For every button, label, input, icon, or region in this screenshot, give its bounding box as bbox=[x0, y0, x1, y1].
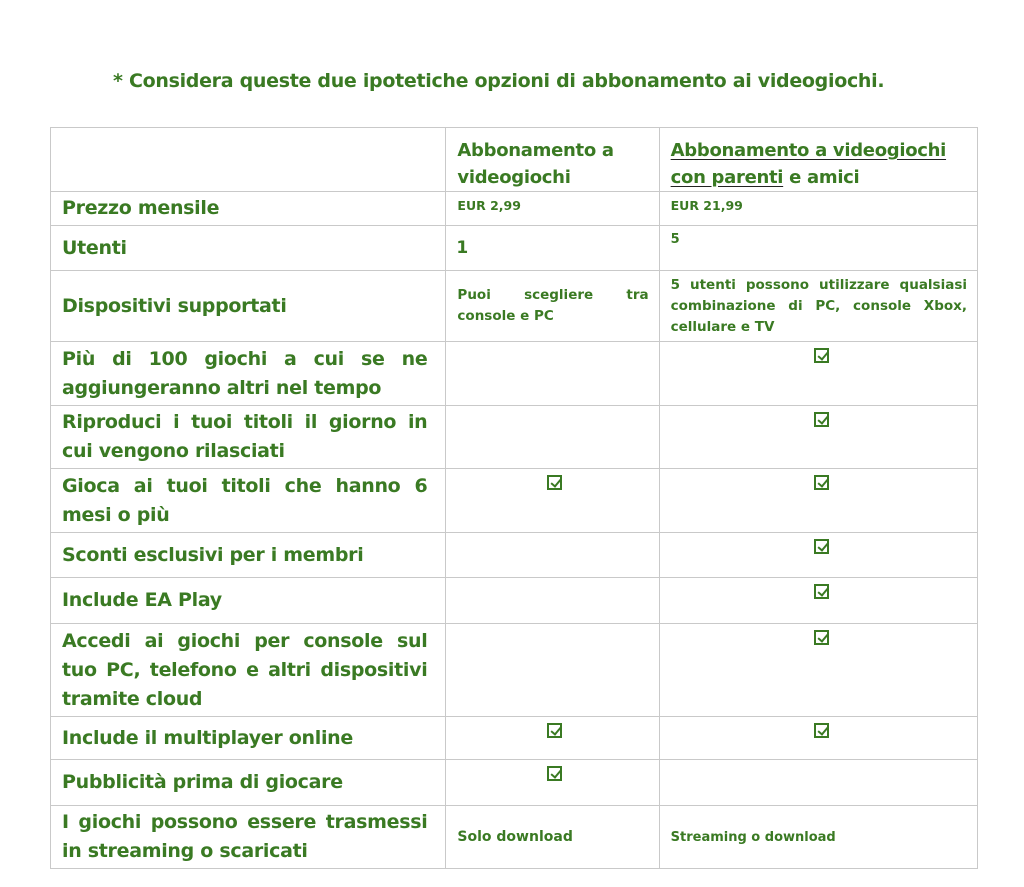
table-row bbox=[51, 342, 978, 406]
plan1-cell bbox=[446, 624, 659, 717]
feature-label: Più di 100 giochi a cui se ne aggiungeranno altri nel tempo bbox=[51, 342, 446, 406]
table-row bbox=[51, 578, 978, 624]
feature-label: Accedi ai giochi per console sul tuo PC, telefono e altri dispositivi tramite cloud bbox=[51, 624, 446, 717]
plan2-cell bbox=[659, 406, 977, 469]
table-row bbox=[51, 624, 978, 717]
plan1-cell bbox=[446, 406, 659, 469]
checked-box-icon bbox=[547, 723, 562, 738]
table-row bbox=[51, 406, 978, 469]
plan2-cell bbox=[659, 760, 977, 806]
plan1-cell bbox=[446, 469, 659, 533]
feature-label: Utenti bbox=[51, 226, 446, 271]
checked-box-icon bbox=[814, 539, 829, 554]
table-row bbox=[51, 226, 978, 271]
plan2-header bbox=[659, 128, 977, 192]
plan2-users: 5 bbox=[659, 226, 977, 271]
plan1-streaming: Solo download bbox=[446, 806, 659, 869]
feature-label: Gioca ai tuoi titoli che hanno 6 mesi o più bbox=[51, 469, 446, 533]
feature-label: Dispositivi supportati bbox=[51, 271, 446, 342]
feature-label: Prezzo mensile bbox=[51, 192, 446, 226]
plan1-devices: Puoi scegliere tra console e PC bbox=[446, 271, 659, 342]
checked-box-icon bbox=[814, 475, 829, 490]
plan1-users: 1 bbox=[446, 226, 659, 271]
checked-box-icon bbox=[814, 723, 829, 738]
plan1-cell bbox=[446, 717, 659, 760]
plan2-cell bbox=[659, 533, 977, 578]
comparison-table bbox=[50, 127, 978, 869]
checked-box-icon bbox=[814, 630, 829, 645]
feature-label: Include il multiplayer online bbox=[51, 717, 446, 760]
feature-label: I giochi possono essere trasmessi in streaming o scaricati bbox=[51, 806, 446, 869]
checked-box-icon bbox=[814, 584, 829, 599]
checked-box-icon bbox=[547, 766, 562, 781]
header-empty-cell bbox=[51, 128, 446, 192]
plan1-cell bbox=[446, 578, 659, 624]
feature-label: Include EA Play bbox=[51, 578, 446, 624]
plan2-cell bbox=[659, 342, 977, 406]
checked-box-icon bbox=[547, 475, 562, 490]
plan1-cell bbox=[446, 342, 659, 406]
plan2-cell bbox=[659, 624, 977, 717]
plan2-header-underlined: Abbonamento a videogiochi con parenti bbox=[670, 140, 947, 188]
plan1-price: EUR 2,99 bbox=[446, 192, 659, 226]
plan2-devices: 5 utenti possono utilizzare qualsiasi combinazione di PC, console Xbox, cellulare e TV bbox=[659, 271, 977, 342]
plan2-header-rest: e amici bbox=[783, 167, 860, 188]
table-row bbox=[51, 806, 978, 869]
feature-label: Riproduci i tuoi titoli il giorno in cui vengono rilasciati bbox=[51, 406, 446, 469]
table-row bbox=[51, 533, 978, 578]
feature-label: Sconti esclusivi per i membri bbox=[51, 533, 446, 578]
table-row bbox=[51, 271, 978, 342]
plan2-price: EUR 21,99 bbox=[659, 192, 977, 226]
plan2-cell bbox=[659, 578, 977, 624]
table-row bbox=[51, 760, 978, 806]
table-row bbox=[51, 469, 978, 533]
feature-label: Pubblicità prima di giocare bbox=[51, 760, 446, 806]
table-row bbox=[51, 192, 978, 226]
checked-box-icon bbox=[814, 348, 829, 363]
header-row bbox=[51, 128, 978, 192]
intro-text: * Considera queste due ipotetiche opzioni di abbonamento ai videogiochi. bbox=[113, 70, 885, 92]
plan2-streaming: Streaming o download bbox=[659, 806, 977, 869]
plan2-cell bbox=[659, 717, 977, 760]
checked-box-icon bbox=[814, 412, 829, 427]
plan1-cell bbox=[446, 533, 659, 578]
plan1-header: Abbonamento a videogiochi bbox=[446, 128, 659, 192]
table-row bbox=[51, 717, 978, 760]
plan1-cell bbox=[446, 760, 659, 806]
plan2-cell bbox=[659, 469, 977, 533]
